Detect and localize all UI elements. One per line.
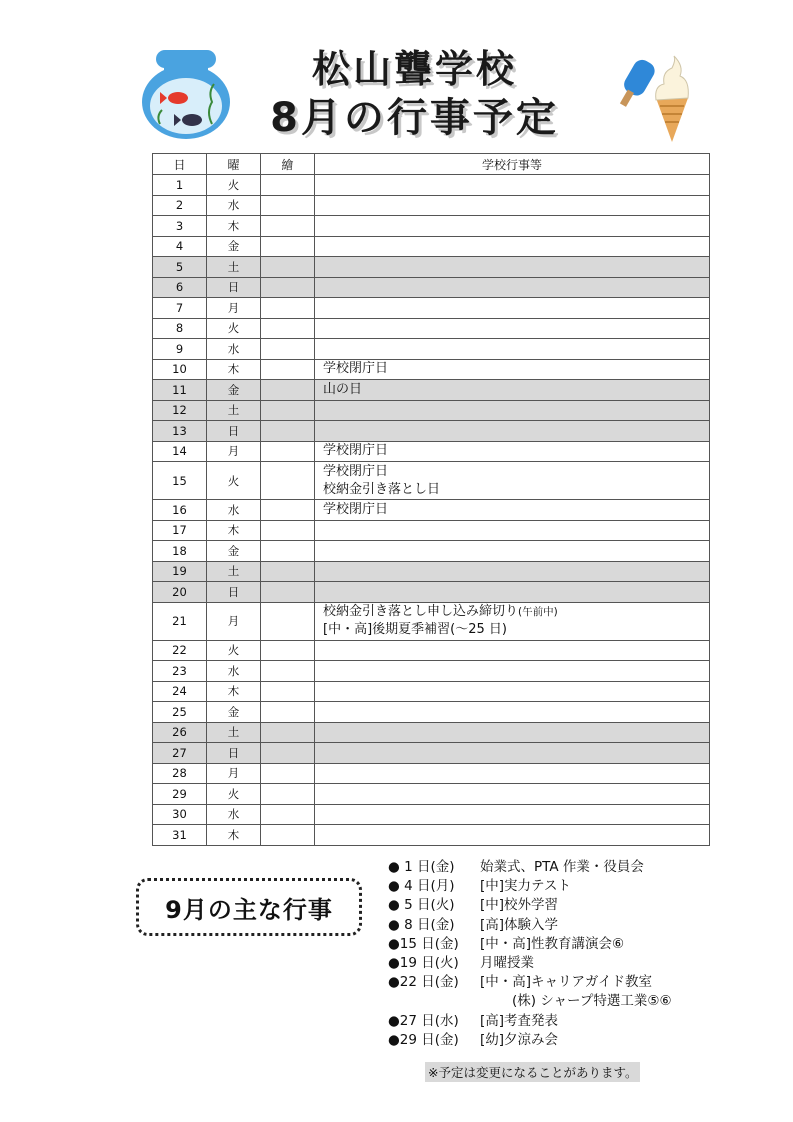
table-row [153, 400, 710, 421]
event-text-line2: [中・高]後期夏季補習(〜25 日) [323, 622, 507, 637]
schedule-body [153, 175, 710, 846]
day-cell: 22 [153, 640, 207, 661]
extra-cell [261, 702, 315, 723]
september-event-text: [高]考査発表 [480, 1012, 559, 1029]
day-cell: 21 [153, 602, 207, 640]
day-cell: 25 [153, 702, 207, 723]
day-cell: 18 [153, 541, 207, 562]
table-row [153, 359, 710, 380]
day-cell: 16 [153, 500, 207, 521]
table-row [153, 257, 710, 278]
day-cell: 28 [153, 763, 207, 784]
table-row [153, 277, 710, 298]
day-cell: 29 [153, 784, 207, 805]
day-cell: 1 [153, 175, 207, 196]
event-cell [315, 541, 710, 562]
table-row [153, 216, 710, 237]
september-event-date: ●29 日(金) [388, 1031, 459, 1048]
table-row [153, 640, 710, 661]
september-event-date: ● 8 日(金) [388, 916, 455, 933]
extra-cell [261, 500, 315, 521]
weekday-cell: 日 [207, 421, 261, 442]
weekday-cell: 日 [207, 582, 261, 603]
event-text: 学校閉庁日 [323, 361, 389, 377]
september-event-text: [中]校外学習 [480, 897, 559, 914]
day-cell: 24 [153, 681, 207, 702]
table-row [153, 462, 710, 500]
weekday-cell: 水 [207, 804, 261, 825]
event-cell [315, 561, 710, 582]
day-cell: 27 [153, 743, 207, 764]
weekday-cell: 木 [207, 359, 261, 380]
event-cell [315, 400, 710, 421]
weekday-cell: 木 [207, 825, 261, 846]
september-event-item [388, 1012, 672, 1031]
september-event-item [388, 973, 672, 992]
september-event-continuation-text: (株) シャープ特選工業⑤⑥ [512, 993, 672, 1010]
event-cell [315, 257, 710, 278]
weekday-cell: 日 [207, 743, 261, 764]
extra-cell [261, 400, 315, 421]
weekday-cell: 火 [207, 640, 261, 661]
day-cell: 30 [153, 804, 207, 825]
september-event-date: ●15 日(金) [388, 935, 459, 952]
day-cell: 10 [153, 359, 207, 380]
extra-cell [261, 277, 315, 298]
extra-cell [261, 804, 315, 825]
september-event-item [388, 877, 672, 896]
september-event-date: ●19 日(火) [388, 955, 459, 972]
weekday-cell: 土 [207, 257, 261, 278]
table-row [153, 175, 710, 196]
extra-cell [261, 681, 315, 702]
event-cell [315, 298, 710, 319]
day-cell: 12 [153, 400, 207, 421]
september-event-date: ● 4 日(月) [388, 878, 455, 895]
event-cell [315, 339, 710, 360]
table-header-row [153, 154, 710, 175]
col-header-day: 日 [153, 154, 207, 175]
extra-cell [261, 825, 315, 846]
weekday-cell: 火 [207, 784, 261, 805]
weekday-cell: 水 [207, 661, 261, 682]
day-cell: 7 [153, 298, 207, 319]
weekday-cell: 金 [207, 380, 261, 401]
col-header-extra: 繪 [261, 154, 315, 175]
event-cell [315, 462, 710, 500]
event-cell [315, 681, 710, 702]
table-row [153, 681, 710, 702]
weekday-cell: 金 [207, 541, 261, 562]
extra-cell [261, 784, 315, 805]
table-row [153, 722, 710, 743]
september-event-item [388, 858, 672, 877]
september-label-box [136, 878, 362, 936]
event-cell [315, 277, 710, 298]
table-row [153, 541, 710, 562]
event-cell [315, 602, 710, 640]
event-cell [315, 236, 710, 257]
table-row [153, 763, 710, 784]
table-row [153, 702, 710, 723]
event-cell [315, 359, 710, 380]
september-event-text: 月曜授業 [480, 955, 534, 972]
event-cell [315, 380, 710, 401]
day-cell: 31 [153, 825, 207, 846]
september-event-item [388, 954, 672, 973]
event-cell [315, 520, 710, 541]
event-cell [315, 441, 710, 462]
extra-cell [261, 441, 315, 462]
weekday-cell: 月 [207, 602, 261, 640]
event-cell [315, 743, 710, 764]
event-text: 学校閉庁日 [323, 443, 389, 459]
extra-cell [261, 561, 315, 582]
schedule-table [152, 153, 710, 846]
september-event-continuation [388, 992, 672, 1011]
weekday-cell: 土 [207, 561, 261, 582]
extra-cell [261, 339, 315, 360]
extra-cell [261, 257, 315, 278]
day-cell: 23 [153, 661, 207, 682]
extra-cell [261, 582, 315, 603]
extra-cell [261, 462, 315, 500]
weekday-cell: 木 [207, 216, 261, 237]
extra-cell [261, 640, 315, 661]
weekday-cell: 金 [207, 236, 261, 257]
extra-cell [261, 602, 315, 640]
september-event-text: [中・高]性教育講演会⑥ [480, 935, 625, 952]
event-text: 学校閉庁日 [323, 463, 389, 479]
september-event-item [388, 1031, 672, 1050]
table-row [153, 500, 710, 521]
weekday-cell: 月 [207, 441, 261, 462]
day-cell: 6 [153, 277, 207, 298]
table-row [153, 582, 710, 603]
event-cell [315, 784, 710, 805]
event-cell [315, 722, 710, 743]
extra-cell [261, 541, 315, 562]
extra-cell [261, 216, 315, 237]
event-cell [315, 421, 710, 442]
event-cell [315, 582, 710, 603]
table-row [153, 441, 710, 462]
event-cell [315, 195, 710, 216]
table-row [153, 743, 710, 764]
september-label: 9月の主な行事 [165, 895, 333, 924]
event-cell [315, 640, 710, 661]
table-row [153, 421, 710, 442]
table-row [153, 804, 710, 825]
page-title: 松山聾学校 [311, 47, 517, 91]
september-event-date: ● 5 日(火) [388, 897, 455, 914]
extra-cell [261, 421, 315, 442]
table-row [153, 825, 710, 846]
weekday-cell: 日 [207, 277, 261, 298]
change-note: ※予定は変更になることがあります。 [425, 1062, 640, 1082]
september-event-text: [中]実力テスト [480, 878, 571, 895]
september-event-date: ● 1 日(金) [388, 859, 455, 875]
weekday-cell: 土 [207, 722, 261, 743]
table-row [153, 339, 710, 360]
table-row [153, 195, 710, 216]
extra-cell [261, 661, 315, 682]
weekday-cell: 水 [207, 339, 261, 360]
september-event-item [388, 935, 672, 954]
day-cell: 13 [153, 421, 207, 442]
weekday-cell: 月 [207, 763, 261, 784]
table-row [153, 784, 710, 805]
event-cell [315, 216, 710, 237]
extra-cell [261, 359, 315, 380]
day-cell: 17 [153, 520, 207, 541]
weekday-cell: 水 [207, 500, 261, 521]
event-cell [315, 318, 710, 339]
day-cell: 11 [153, 380, 207, 401]
extra-cell [261, 318, 315, 339]
event-cell [315, 175, 710, 196]
weekday-cell: 金 [207, 702, 261, 723]
extra-cell [261, 195, 315, 216]
day-cell: 2 [153, 195, 207, 216]
table-row [153, 661, 710, 682]
col-header-weekday: 曜 [207, 154, 261, 175]
day-cell: 19 [153, 561, 207, 582]
september-event-text: [幼]夕涼み会 [480, 1031, 559, 1048]
weekday-cell: 木 [207, 681, 261, 702]
event-cell [315, 825, 710, 846]
table-row [153, 236, 710, 257]
page-subtitle: 8月の行事予定 [270, 95, 559, 141]
weekday-cell: 木 [207, 520, 261, 541]
day-cell: 20 [153, 582, 207, 603]
table-row [153, 561, 710, 582]
table-row [153, 380, 710, 401]
day-cell: 3 [153, 216, 207, 237]
extra-cell [261, 175, 315, 196]
day-cell: 5 [153, 257, 207, 278]
september-event-date: ●27 日(水) [388, 1012, 459, 1029]
table-row [153, 318, 710, 339]
table-row [153, 602, 710, 640]
event-text: 学校閉庁日 [323, 501, 389, 517]
extra-cell [261, 743, 315, 764]
september-event-text: [高]体験入学 [480, 916, 559, 933]
weekday-cell: 火 [207, 462, 261, 500]
extra-cell [261, 298, 315, 319]
event-cell [315, 804, 710, 825]
col-header-events: 学校行事等 [315, 154, 710, 175]
ice-cream-icon [612, 50, 702, 142]
september-event-item [388, 916, 672, 935]
event-cell [315, 500, 710, 521]
weekday-cell: 火 [207, 175, 261, 196]
weekday-cell: 月 [207, 298, 261, 319]
day-cell: 14 [153, 441, 207, 462]
table-row [153, 298, 710, 319]
extra-cell [261, 722, 315, 743]
september-event-text: [中・高]キャリアガイド教室 [480, 974, 652, 991]
extra-cell [261, 763, 315, 784]
event-note: (午前中) [518, 606, 558, 618]
september-event-item [388, 896, 672, 915]
september-event-text: 始業式、PTA 作業・役員会 [480, 859, 644, 875]
goldfish-bowl-icon [136, 42, 236, 142]
september-events-list [388, 858, 672, 1050]
september-event-date: ●22 日(金) [388, 974, 459, 991]
event-text-line2: 校納金引き落とし日 [323, 481, 441, 497]
extra-cell [261, 380, 315, 401]
day-cell: 26 [153, 722, 207, 743]
extra-cell [261, 236, 315, 257]
day-cell: 15 [153, 462, 207, 500]
extra-cell [261, 520, 315, 541]
event-cell [315, 702, 710, 723]
day-cell: 4 [153, 236, 207, 257]
event-cell [315, 763, 710, 784]
weekday-cell: 水 [207, 195, 261, 216]
day-cell: 9 [153, 339, 207, 360]
event-text: 山の日 [323, 381, 363, 397]
weekday-cell: 土 [207, 400, 261, 421]
weekday-cell: 火 [207, 318, 261, 339]
event-cell [315, 661, 710, 682]
event-text: 校納金引き落とし申し込み締切り [323, 604, 519, 619]
day-cell: 8 [153, 318, 207, 339]
table-row [153, 520, 710, 541]
